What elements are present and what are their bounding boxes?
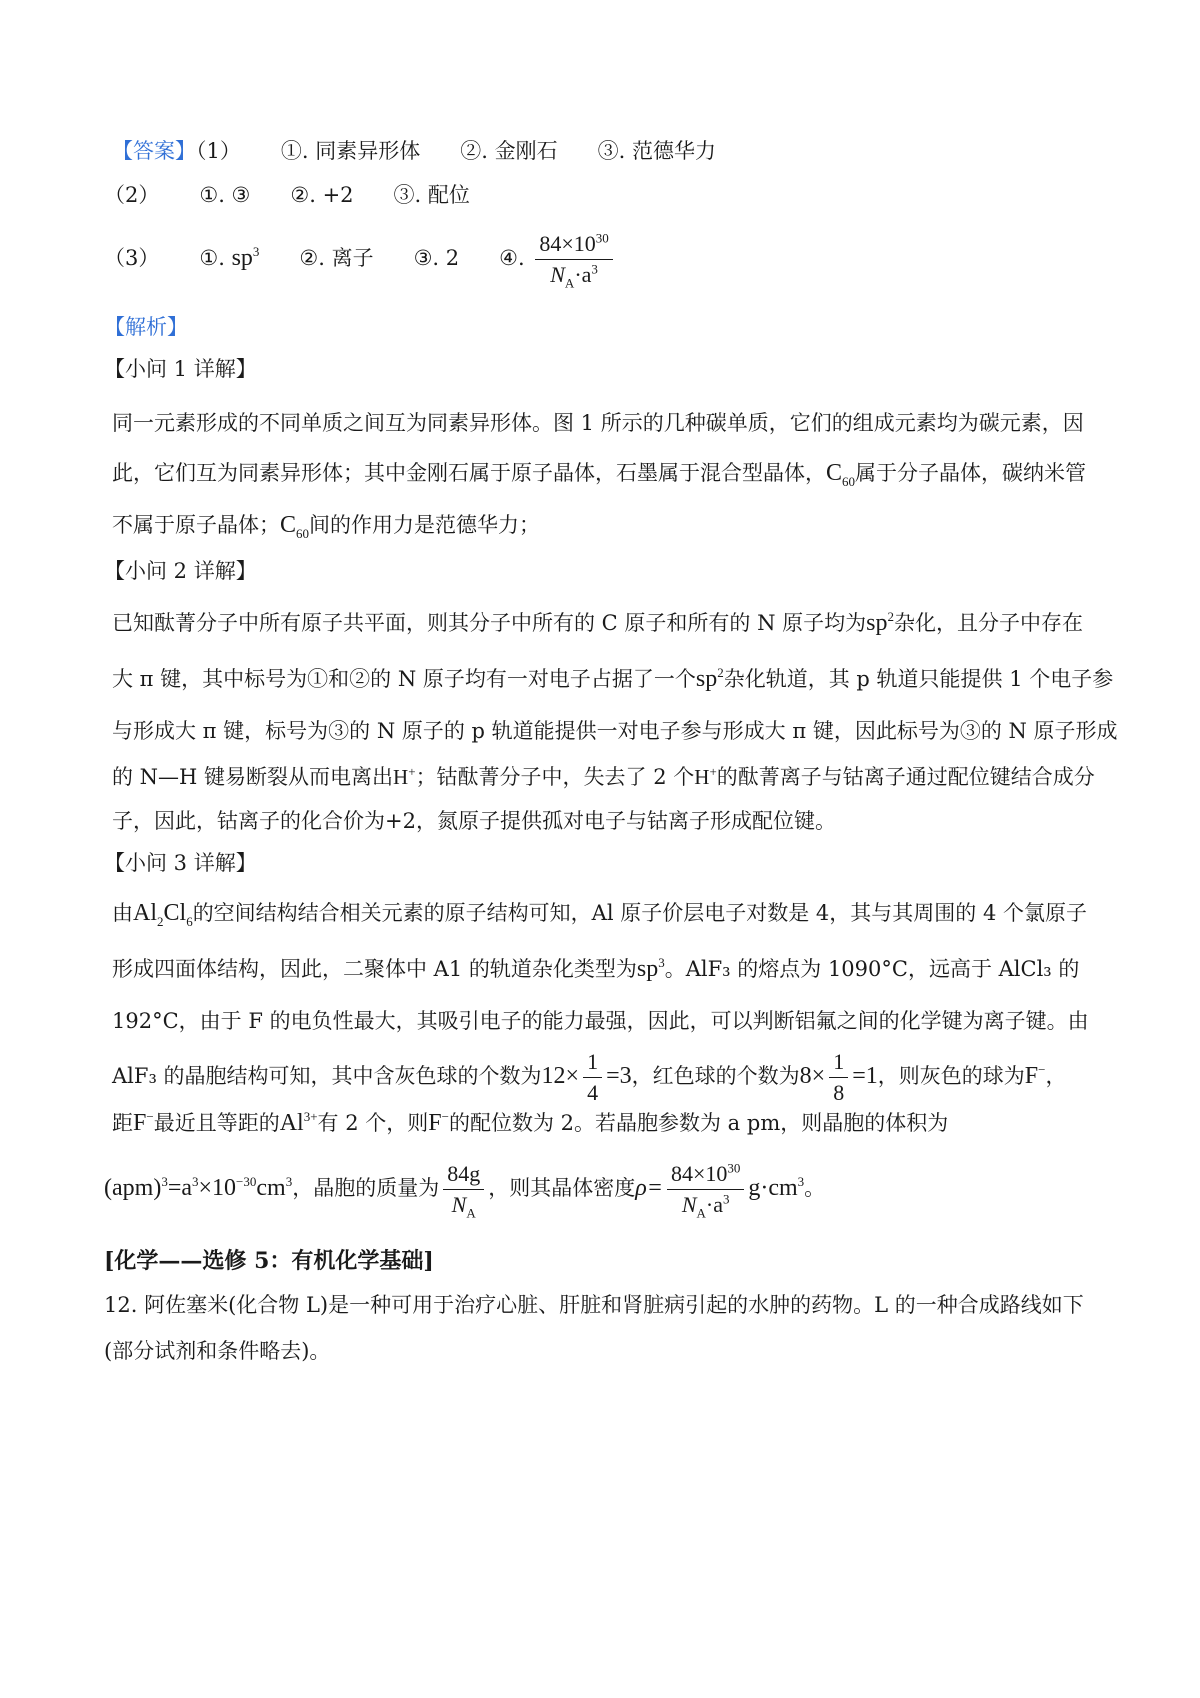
sp2-formula: $sp^2$	[866, 609, 894, 636]
answer-line-2	[104, 180, 470, 210]
c60-formula: $C_{60}$	[826, 460, 856, 489]
sub2-line-1: 已知酞菁分子中所有原子共平面，则其分子中所有的 C 原子和所有的 N 原子均为$sp^2$杂化，且分子中存在	[112, 609, 1083, 636]
analysis-label: 【解析】	[104, 315, 188, 339]
q1-answer-3: ③. 范德华力	[597, 139, 716, 163]
sub1-title: 【小问 1 详解】	[104, 357, 257, 381]
c60-formula-2: $C_{60}$	[280, 512, 310, 541]
sub2-line-4: 的 N—H 键易断裂从而电离出H+；钴酞菁分子中，失去了 2 个H+的酞菁离子与钴离子通过配位键结合成分	[112, 764, 1095, 789]
sub3-title: 【小问 3 详解】	[104, 851, 257, 875]
question-12-line-1: 12. 阿佐塞米(化合物 L)是一种可用于治疗心脏、肝脏和肾脏病引起的水肿的药物。L 的一种合成路线如下	[104, 1293, 1084, 1317]
sub1-line-1: 同一元素形成的不同单质之间互为同素异形体。图 1 所示的几种碳单质，它们的组成元素均为碳元素，因	[112, 411, 1084, 435]
al2cl6-formula: $Al_2Cl_6$	[133, 900, 193, 929]
q3-number: （3）	[104, 246, 160, 270]
q3-answer-4-label: ④.	[499, 246, 525, 270]
volume-expression: $(apm)^3=a^3\times 10^{-30}cm^3$	[104, 1174, 293, 1201]
q3-answer-2: ②. 离子	[299, 246, 374, 270]
sub2-line-2: 大 π 键，其中标号为①和②的 N 原子均有一对电子占据了一个$sp^2$杂化轨道，其 p 轨道只能提供 1 个电子参	[112, 665, 1114, 692]
al-ion: $Al^{3+}$	[279, 1109, 318, 1136]
sp2-formula-2: $sp^2$	[695, 665, 724, 692]
sub3-line-2: 形成四面体结构，因此，二聚体中 A1 的轨道杂化类型为$sp^3$。AlF₃ 的熔点为 1090°C，远高于 AlCl₃ 的	[112, 955, 1080, 982]
sub3-line-4: AlF₃ 的晶胞结构可知，其中含灰色球的个数为12× $\frac{1}{4}$ =3，红色球的个数为8× $\frac{1}{8}$ =1，则灰色的球为F−，	[112, 1049, 1067, 1105]
q3-answer-1-label: ①.	[199, 246, 225, 270]
q2-answer-3: ③. 配位	[393, 183, 470, 207]
sub2-line-3: 与形成大 π 键，标号为③的 N 原子的 p 轨道能提供一对电子参与形成大 π 键，因此标号为③的 N 原子形成	[112, 719, 1118, 743]
sub3-line-5: 距F−最近且等距的$Al^{3+}$有 2 个，则F−的配位数为 2。若晶胞参数为 a pm，则晶胞的体积为	[112, 1109, 949, 1136]
sp3-formula: $sp^3$	[636, 955, 665, 982]
sub1-line-2: 此，它们互为同素异形体；其中金刚石属于原子晶体，石墨属于混合型晶体，$C_{60}$属于分子晶体，碳纳米管	[112, 460, 1087, 489]
q1-answer-2: ②. 金刚石	[460, 139, 558, 163]
density-fraction: $\frac{84\times 10^{30}}{N_A\cdot a^3}$	[667, 1160, 744, 1219]
sub3-line-6: $(apm)^3=a^3\times 10^{-30}cm^3$，晶胞的质量为 $\frac{84g}{N_A}$ ，则其晶体密度ρ= $\frac{84\times 10^{30}}{N_A\cdot a^3}$ $g\cdot cm^3$。	[104, 1160, 826, 1221]
q2-answer-1: ①. ③	[199, 183, 251, 207]
density-unit: $g\cdot cm^3$	[748, 1174, 805, 1201]
sub3-line-1: 由$Al_2Cl_6$的空间结构结合相关元素的原子结构可知，Al 原子价层电子对数是 4，其与其周围的 4 个氯原子	[112, 900, 1087, 929]
h-ion-2: H+	[694, 764, 717, 789]
sub2-title: 【小问 2 详解】	[104, 559, 257, 583]
question-12-line-2: (部分试剂和条件略去)。	[104, 1339, 331, 1363]
fraction-one-quarter: $\frac{1}{4}$	[583, 1048, 602, 1107]
sub3-line-3: 192°C，由于 F 的电负性最大，其吸引电子的能力最强，因此，可以判断铝氟之间的化学键为离子键。由	[112, 1009, 1089, 1033]
h-ion: H+	[393, 764, 416, 789]
q3-answer-1-value: $sp^3$	[231, 244, 260, 271]
f-ion: F−	[1024, 1062, 1046, 1089]
section-heading: [化学——选修 5：有机化学基础]	[104, 1248, 434, 1274]
answer-line-3	[104, 228, 617, 289]
q1-answer-1: ①. 同素异形体	[280, 139, 421, 163]
q2-answer-2: ②. +2	[290, 183, 354, 207]
f-ion-2: F−	[133, 1109, 154, 1136]
q3-answer-3: ③. 2	[413, 246, 460, 270]
sub1-line-3: 不属于原子晶体；$C_{60}$间的作用力是范德华力；	[112, 512, 541, 541]
q3-answer-4-fraction: $\frac{84\times 10^{30}}{N_A\cdot a^3}$	[535, 230, 612, 289]
sub2-line-5: 子，因此，钴离子的化合价为+2，氮原子提供孤对电子与钴离子形成配位键。	[112, 809, 836, 833]
q2-number: （2）	[104, 183, 160, 207]
answer-line-1	[112, 136, 716, 166]
fraction-one-eighth: $\frac{1}{8}$	[829, 1048, 848, 1107]
mass-fraction: $\frac{84g}{N_A}$	[443, 1160, 484, 1219]
answer-label: 【答案】	[112, 139, 196, 163]
f-ion-3: F−	[428, 1109, 449, 1136]
q1-number: （1）	[196, 139, 241, 163]
